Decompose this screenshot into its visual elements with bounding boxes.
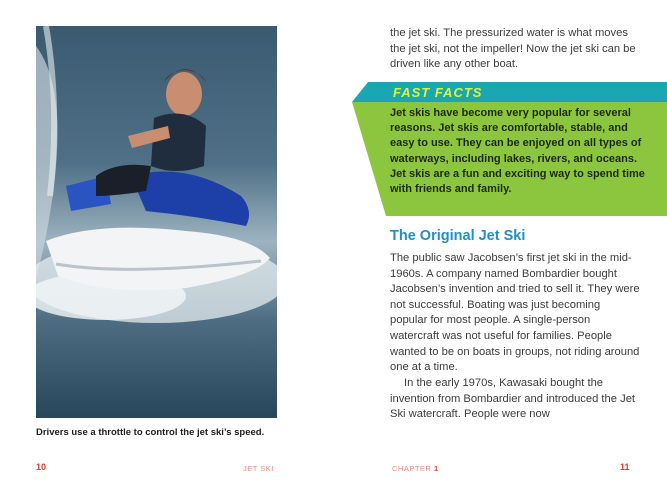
top-paragraph: the jet ski. The pressurized water is what moves the jet ski, not the impeller! Now the jet ski can be driven like any other boat. <box>390 27 636 71</box>
chapter-number: 1 <box>433 464 439 473</box>
paragraph-1: The public saw Jacobsen’s first jet ski in the mid-1960s. A company named Bombardier bought Jacobsen’s invention and tried to sell it. They were not successful. Boating was just becoming popular for most people. A single-person watercraft was not useful for families. People wanted to be on boats in groups, not riding around one at a time. <box>390 252 640 374</box>
fast-facts-text: Jet skis have become very popular for several reasons. Jet skis are comfortable, stable, and easy to use. They can be enjoyed on all types of waterways, including lakes, rivers, and oceans. Jet skis are a fun and exciting way to spend time with friends and family. <box>390 107 645 196</box>
left-page-number: 10 <box>36 462 47 472</box>
left-running-head: JET SKI <box>243 464 274 473</box>
right-page-number: 11 <box>620 462 630 472</box>
jet-ski-illustration <box>36 26 277 418</box>
photo-caption: Drivers use a throttle to control the jet ski’s speed. <box>36 427 265 438</box>
paragraph-2: In the early 1970s, Kawasaki bought the invention from Bombardier and introduced the Jet Ski watercraft. People were now <box>390 377 636 421</box>
jet-ski-photo <box>36 26 277 418</box>
fast-facts-title: FAST FACTS <box>393 85 483 100</box>
section-heading: The Original Jet Ski <box>390 228 526 244</box>
running-head-label: CHAPTER <box>392 464 432 473</box>
right-running-head <box>392 464 439 473</box>
